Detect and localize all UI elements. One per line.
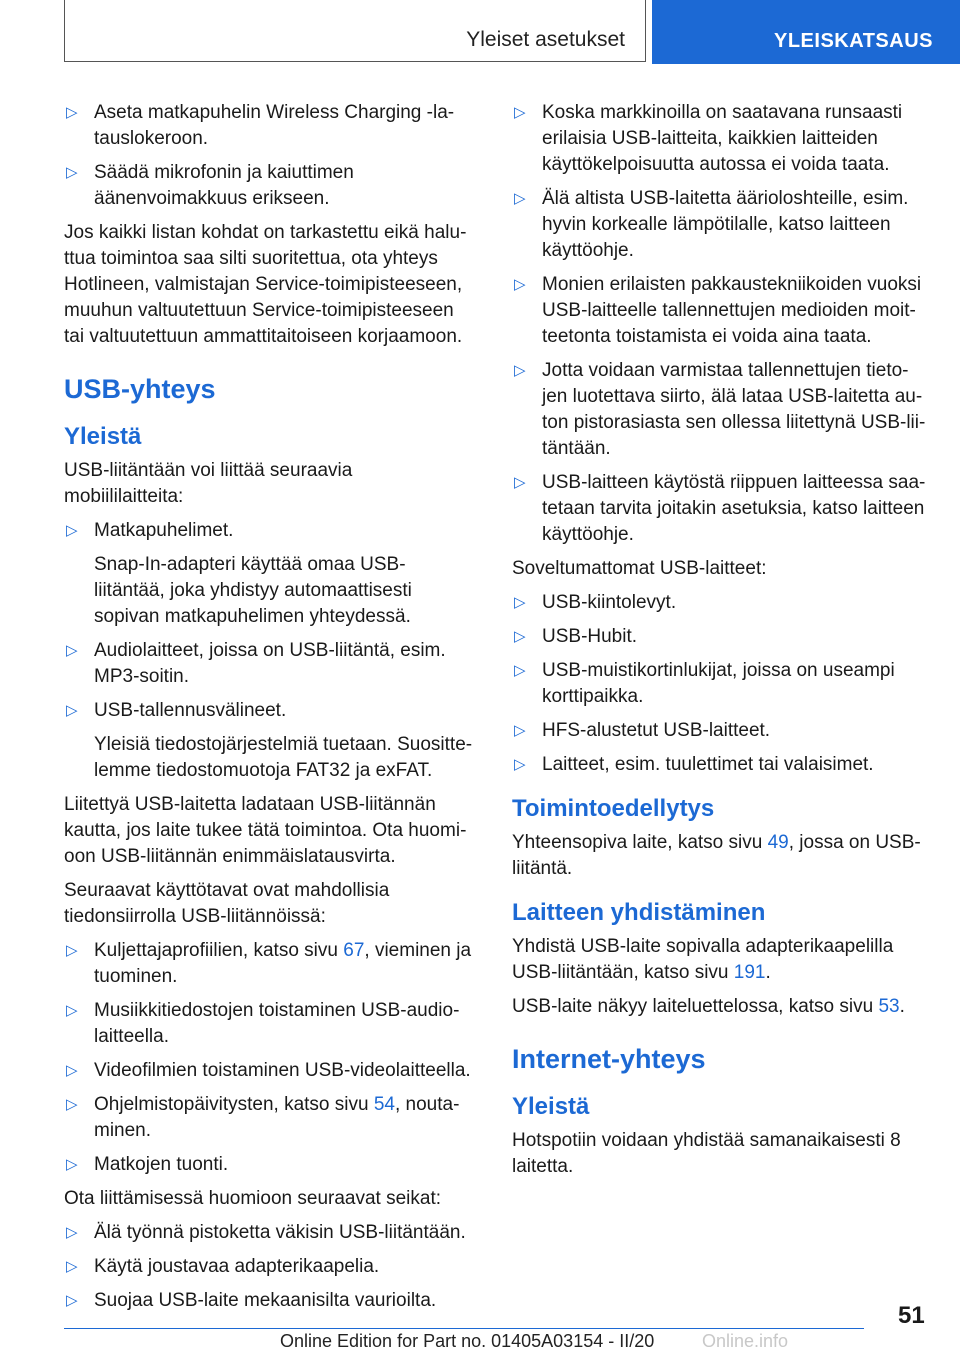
page-header [0,0,960,66]
list-item: ▷ HFS-alustetut USB-laitteet. [512,718,926,744]
notes-intro: Ota liittämisessä huomioon seuraavat seikat: [64,1188,442,1209]
list-item: ▷ Ohjelmistopäivitysten, katso sivu 54, noutaminen. [66,1094,460,1141]
triangle-right-icon: ▷ [66,1096,78,1113]
uses-list [64,938,476,1178]
triangle-right-icon: ▷ [66,642,78,659]
triangle-right-icon: ▷ [66,164,78,181]
triangle-right-icon: ▷ [514,474,526,491]
triangle-right-icon: ▷ [514,628,526,645]
section-tab [64,0,646,62]
list-item: ▷ Musiikkitiedostojen toistaminen USB-audiolaitteella. [66,1000,460,1047]
list-item: ▷ Matkojen tuonti. [64,1152,476,1178]
section-title: Yleiset asetukset [466,28,625,51]
usb-notes-list [512,100,926,548]
triangle-right-icon: ▷ [514,722,526,739]
triangle-right-icon: ▷ [514,756,526,773]
heading-general: Yleistä [512,1093,590,1120]
devices-intro: USB-liitäntään voi liittää seuraavia mobiililaitteita: [64,460,353,507]
troubleshooting-list [64,100,476,212]
list-item: ▷ Laitteet, esim. tuulettimet tai valaisimet. [512,752,926,778]
hotspot-paragraph: Hotspotiin voidaan yhdistää samanaikaisesti 8 laitetta. [512,1130,901,1177]
triangle-right-icon: ▷ [514,594,526,611]
left-column [64,100,476,1322]
heading-internet-connection: Internet-yhteys [512,1044,706,1074]
heading-prerequisite: Toimintoedellytys [512,795,715,822]
list-item: ▷ Älä työnnä pistoketta väkisin USB-liitäntään. [64,1220,476,1246]
list-item-detail: Yleisiä tiedostojärjestelmiä tuetaan. Suosittelemme tiedostomuotoja FAT32 ja exFAT. [94,734,473,781]
list-item: ▷ Koska markkinoilla on saatavana runsaasti erilaisia USB-laitteita, kaikkien laitteiden käyttökelpoisuutta autossa ei voida taata. [514,102,903,175]
list-item: ▷ Matkapuhelimet. Snap-In-adapteri käyttää omaa USB-liitäntää, joka yhdistyy automaattisesti sopivan matkapuhelimen yhteydessä. [64,518,476,630]
heading-general: Yleistä [64,423,142,450]
devices-list [64,518,476,784]
device-list-paragraph: USB-laite näkyy laiteluettelossa, katso sivu 53. [512,996,905,1017]
unsuitable-devices-list [512,590,926,778]
heading-connect-device: Laitteen yhdistäminen [512,899,766,926]
footer-edition-text: Online Edition for Part no. 01405A03154 - II/20 [280,1331,655,1351]
triangle-right-icon: ▷ [514,662,526,679]
uses-intro: Seuraavat käyttötavat ovat mahdollisia tiedonsiirrolla USB-liitännöissä: [64,880,390,927]
triangle-right-icon: ▷ [514,362,526,379]
list-item: ▷ USB-tallennusvälineet. Yleisiä tiedostojärjestelmiä tuetaan. Suosittelemme tiedostomuotoja FAT32 ja exFAT. [64,698,476,784]
list-item: ▷ Älä altista USB-laitetta äärioloshteille, esim. hyvin korkealle lämpötilalle, katso laitteen käyttöohje. [514,188,909,261]
list-item: ▷ Käytä joustavaa adapterikaapelia. [64,1254,476,1280]
unsuitable-intro: Soveltumattomat USB-laitteet: [512,558,767,579]
page-link-67[interactable]: 67 [343,940,365,961]
triangle-right-icon: ▷ [66,942,78,959]
footer-divider [64,1328,864,1329]
triangle-right-icon: ▷ [514,104,526,121]
connect-paragraph: Yhdistä USB-laite sopivalla adapterikaapelilla USB-liitäntään, katso sivu 191. [512,936,894,983]
triangle-right-icon: ▷ [514,276,526,293]
triangle-right-icon: ▷ [66,104,78,121]
triangle-right-icon: ▷ [66,1292,78,1309]
footer-watermark: Online.info [702,1331,789,1351]
list-item: ▷ USB-Hubit. [512,624,926,650]
list-item-detail: Snap-In-adapteri käyttää omaa USB-liitäntää, joka yhdistyy automaattisesti sopivan matkapuhelimen yhteydessä. [94,554,412,627]
triangle-right-icon: ▷ [66,1224,78,1241]
triangle-right-icon: ▷ [66,1258,78,1275]
connection-notes-list [64,1220,476,1314]
list-item: ▷ Monien erilaisten pakkaustekniikoiden vuoksi USB-laitteelle tallennettujen medioiden moitteetonta toistamista ei voida aina taata. [514,274,922,347]
list-item: ▷ Aseta matkapuhelin Wireless Charging -latauslokeroon. [66,102,455,149]
page-link-49[interactable]: 49 [767,832,789,853]
list-item: ▷ Suojaa USB-laite mekaanisilta vaurioilta. [64,1288,476,1314]
page-link-54[interactable]: 54 [373,1094,395,1115]
triangle-right-icon: ▷ [66,702,78,719]
list-item: ▷ Säädä mikrofonin ja kaiuttimen äänenvoimakkuus erikseen. [66,162,354,209]
right-column [512,100,926,1188]
page-link-191[interactable]: 191 [733,962,766,983]
page-number: 51 [898,1302,925,1329]
triangle-right-icon: ▷ [66,1002,78,1019]
triangle-right-icon: ▷ [66,1062,78,1079]
list-item: ▷ Videofilmien toistaminen USB-videolaitteella. [64,1058,476,1084]
chapter-tab: YLEISKATSAUS [652,0,960,64]
heading-usb-connection: USB-yhteys [64,374,216,404]
page-link-53[interactable]: 53 [878,996,900,1017]
hotline-paragraph: Jos kaikki listan kohdat on tarkastettu eikä haluttua toimintoa saa silti suoritettua, ota yhteys Hotlineen, valmistajan Service-toimipisteeseen, muuhun valtuutettuun Service-toimipisteeseen tai valtuutettuun ammattitaitoiseen korjaamoon. [64,222,467,347]
charging-paragraph: Liitettyä USB-laitetta ladataan USB-liitännän kautta, jos laite tukee tätä toimintoa. Ota huomioon USB-liitännän enimmäislatausvirta. [64,794,467,867]
triangle-right-icon: ▷ [66,522,78,539]
triangle-right-icon: ▷ [514,190,526,207]
prerequisite-paragraph: Yhteensopiva laite, katso sivu 49, jossa on USB-liitäntä. [512,832,921,879]
list-item: ▷ Jotta voidaan varmistaa tallennettujen tietojen luotettava siirto, älä lataa USB-laitetta auton pistorasiasta sen ollessa liitettynä USB-liitäntään. [514,360,926,459]
list-item: ▷ Kuljettajaprofiilien, katso sivu 67, vieminen ja tuominen. [66,940,472,987]
triangle-right-icon: ▷ [66,1156,78,1173]
list-item: ▷ USB-kiintolevyt. [512,590,926,616]
list-item: ▷ Audiolaitteet, joissa on USB-liitäntä, esim. MP3-soitin. [66,640,446,687]
list-item: ▷ USB-laitteen käytöstä riippuen laitteessa saatetaan tarvita joitakin asetuksia, katso laitteen käyttöohje. [514,472,926,545]
list-item: ▷ USB-muistikortinlukijat, joissa on useampi korttipaikka. [514,660,895,707]
